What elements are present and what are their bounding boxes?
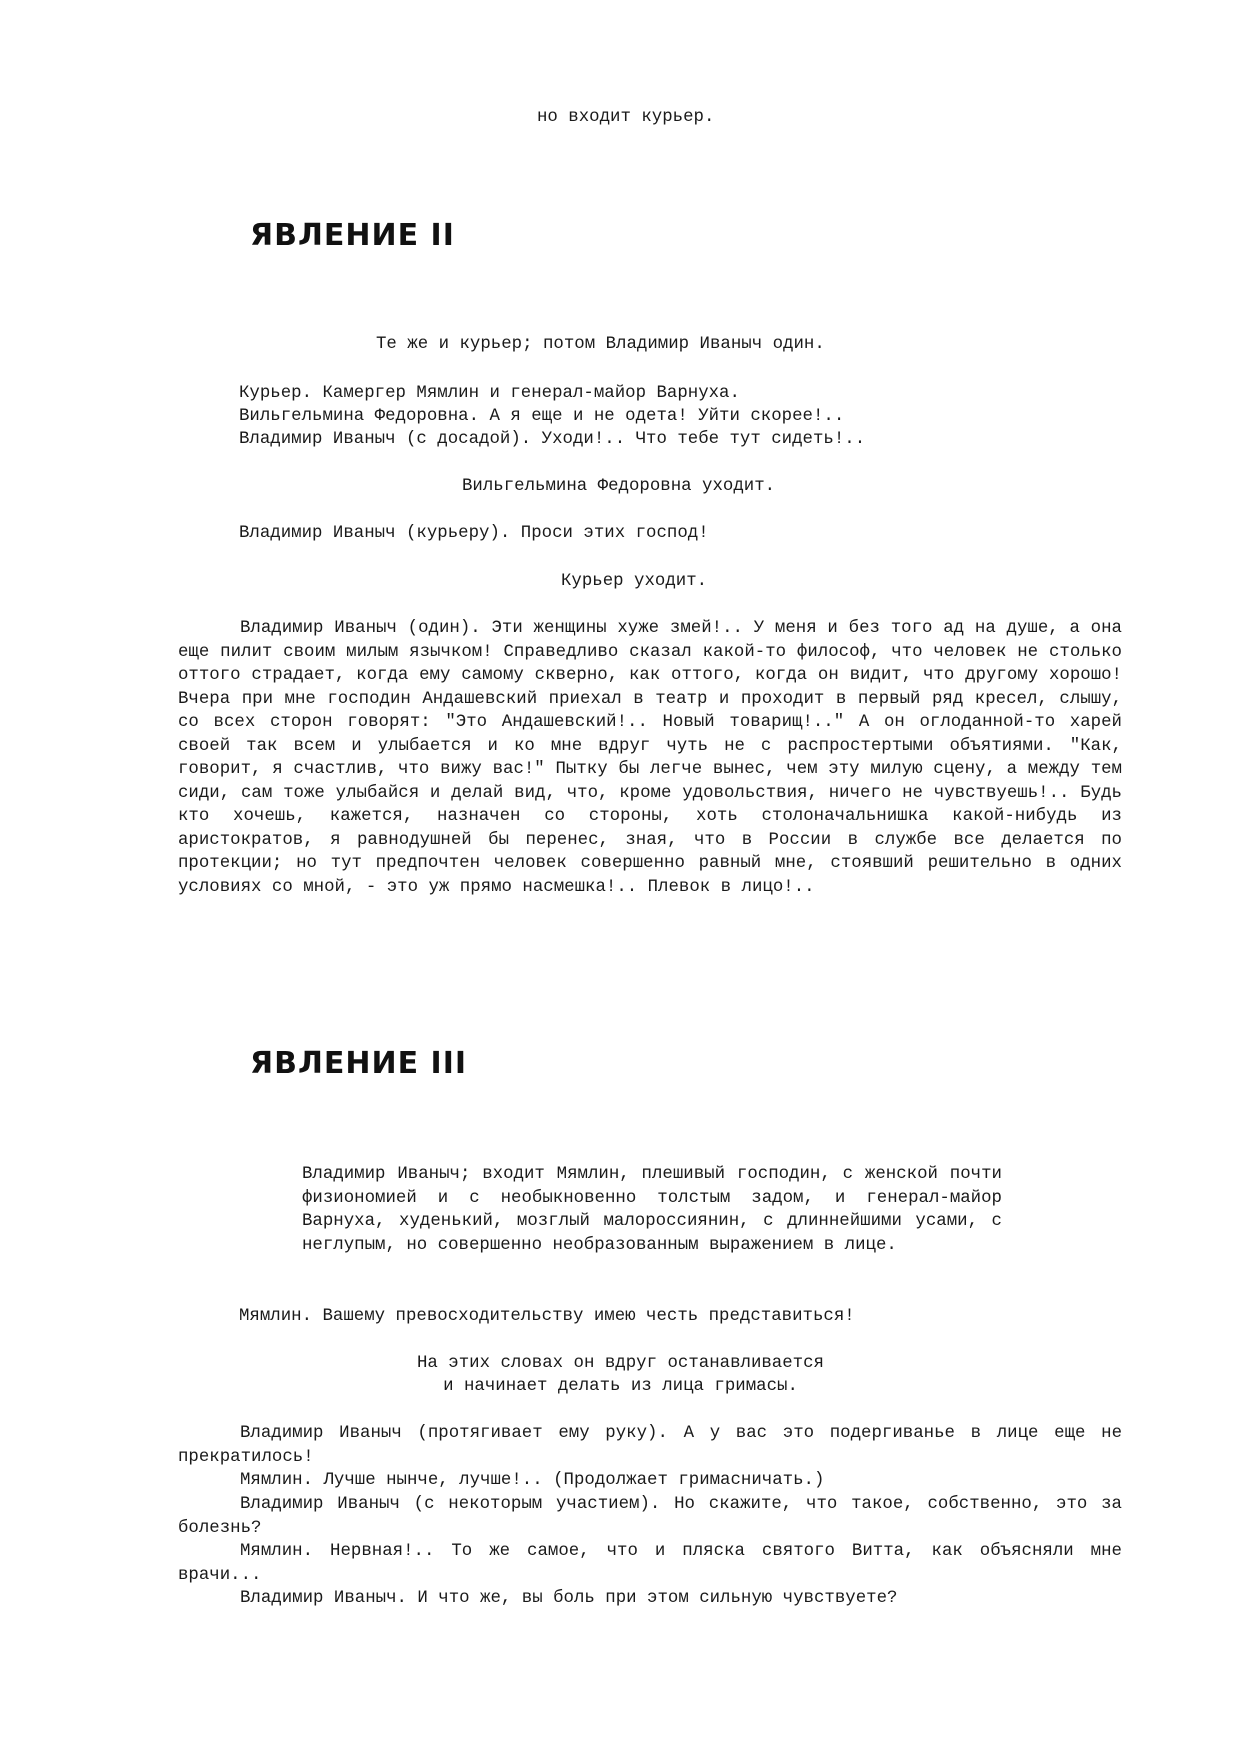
scene-3-description: Владимир Иваныч; входит Мямлин, плешивый господин, с женской почти физиономией и с необыкновенно толстым задом, и генерал-майор Варнуха, худенький, мозглый малороссиянин, с длиннейшими усами, с неглупым, но совершенно необразованным выражением в лице.: [302, 1165, 1002, 1255]
top-stage-line: но входит курьер.: [537, 108, 715, 127]
scene-3-heading: ЯВЛЕНИЕ III: [250, 1046, 468, 1081]
dialogue-line: Владимир Иваныч (с досадой). Уходи!.. Что тебе тут сидеть!..: [239, 430, 866, 449]
dialogue-line: Мямлин. Вашему превосходительству имею честь представиться!: [239, 1307, 855, 1326]
dialogue-line: Владимир Иваныч (курьеру). Проси этих господ!: [239, 524, 709, 543]
dialogue-paragraph: Владимир Иваныч (с некоторым участием). Но скажите, что такое, собственно, это за болезнь?: [178, 1495, 1122, 1538]
dialogue-line: Курьер. Камергер Мямлин и генерал-майор Варнуха.: [239, 384, 740, 403]
dialogue-paragraph: Владимир Иваныч. И что же, вы боль при этом сильную чувствуете?: [240, 1589, 898, 1608]
exit-direction: Вильгельмина Федоровна уходит.: [462, 477, 776, 496]
monologue-paragraph: Владимир Иваныч (один). Эти женщины хуже змей!.. У меня и без того ад на душе, а она еще пилит своим милым язычком! Справедливо сказал какой-то философ, что человек не столько оттого страдает, когда ему самому скверно, как оттого, когда он видит, что другому хорошо! Вчера при мне господин Андашевский приехал в театр и проходит в первый ряд кресел, слышу, со всех сторон говорят: "Это Андашевский!.. Новый товарищ!.." А он оглоданной-то харей своей так всем и улыбается и ко мне вдруг чуть не с распростертыми объятиями. "Как, говорит, я счастлив, что вижу вас!" Пытку бы легче вынес, чем эту милую сцену, а между тем сиди, сам тоже улыбайся и делай вид, что, кроме удовольствия, ничего не чувствуешь!.. Будь кто хочешь, кажется, назначен со стороны, хоть столоначальнишка какой-нибудь из аристократов, я равнодушней бы перенес, зная, что в России в службе все делается по протекции; но тут предпочтен человек совершенно равный мне, стоявший решительно в одних условиях со мной, - это уж прямо насмешка!.. Плевок в лицо!..: [178, 619, 1122, 897]
dialogue-line: Вильгельмина Федоровна. А я еще и не одета! Уйти скорее!..: [239, 407, 845, 426]
stage-direction-line: На этих словах он вдруг останавливается: [416, 1354, 824, 1373]
dialogue-paragraph: Владимир Иваныч (протягивает ему руку). А у вас это подергиванье в лице еще не прекратилось!: [178, 1424, 1122, 1467]
dialogue-paragraph: Мямлин. Лучше нынче, лучше!.. (Продолжает гримасничать.): [240, 1471, 825, 1490]
stage-direction-line: и начинает делать из лица гримасы.: [443, 1377, 798, 1396]
scene-2-stage-direction: Те же и курьер; потом Владимир Иваныч один.: [376, 335, 825, 354]
dialogue-paragraph: Мямлин. Нервная!.. То же самое, что и пляска святого Витта, как объясняли мне врачи...: [178, 1542, 1122, 1585]
exit-direction: Курьер уходит.: [561, 572, 708, 591]
scene-2-heading: ЯВЛЕНИЕ II: [250, 218, 455, 253]
